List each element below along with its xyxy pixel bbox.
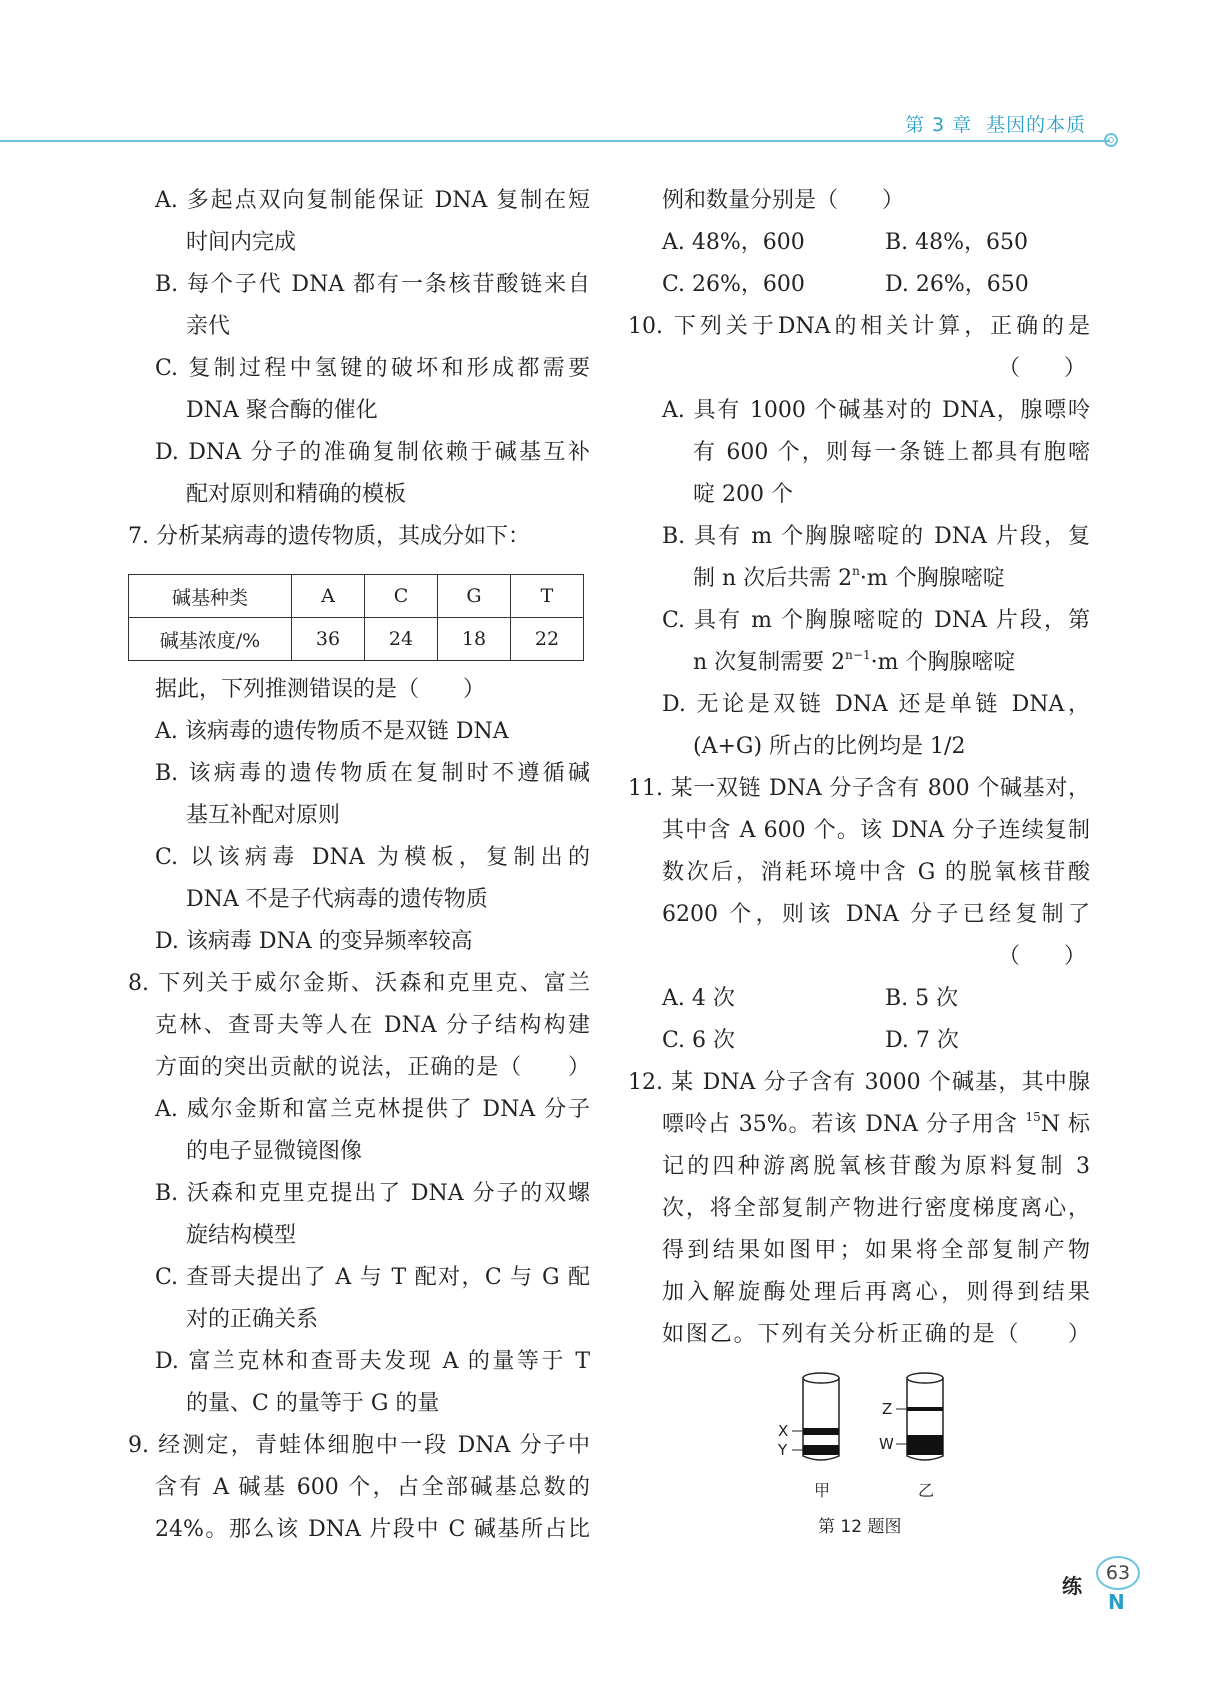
- band-w: [907, 1435, 943, 1455]
- tube-yi: [896, 1373, 943, 1460]
- figure-caption: 第 12 题图: [818, 1517, 902, 1537]
- q9-option-d: D. 26%，650: [885, 272, 1029, 297]
- q10-option-d-line1: D. 无论是双链 DNA 还是单链 DNA，: [662, 692, 1090, 717]
- table-cell: 碱基种类: [129, 575, 292, 618]
- q6-option-a-line2: 时间内完成: [186, 230, 297, 255]
- q7-option-b-line1: B. 该病毒的遗传物质在复制时不遵循碱: [155, 761, 590, 786]
- q7-option-b-line2: 基互补配对原则: [186, 803, 341, 828]
- q12-text-post: N 标: [1040, 1112, 1090, 1137]
- q11-option-a: A. 4 次: [662, 986, 735, 1011]
- q11-stem-line4: 6200 个，则该 DNA 分子已经复制了: [662, 902, 1090, 927]
- q10-b-text-pre: 制 n 次后共需 2: [693, 566, 853, 591]
- q12-stem-line7: 如图乙。下列有关分析正确的是（ ）: [662, 1322, 1090, 1347]
- q8-option-a-line2: 的电子显微镜图像: [186, 1139, 363, 1164]
- q12-stem-line4: 次，将全部复制产物进行密度梯度离心，: [662, 1196, 1090, 1221]
- q10-option-b-line2: [628, 558, 1090, 600]
- label-w: W: [879, 1435, 894, 1453]
- q12-stem-line2: [628, 1104, 1090, 1146]
- table-cell: 24: [365, 618, 438, 661]
- q7-base-table: [128, 574, 584, 661]
- q11-option-b: B. 5 次: [885, 986, 959, 1011]
- q10-c-exponent: n−1: [845, 647, 871, 662]
- q11-stem-line1: 11. 某一双链 DNA 分子含有 800 个碱基对，: [628, 776, 1090, 801]
- q7-question: 据此，下列推测错误的是（ ）: [155, 677, 486, 702]
- q8-option-b-line2: 旋结构模型: [186, 1223, 297, 1248]
- q11-answer-paren: （ ）: [997, 944, 1086, 969]
- q6-option-c-line1: C. 复制过程中氢键的破坏和形成都需要: [155, 356, 590, 381]
- q10-b-text-post: ·m 个胸腺嘧啶: [859, 566, 1005, 591]
- q8-stem: [128, 963, 590, 1089]
- q8-options: [128, 1089, 590, 1425]
- q11-options-row2: [628, 1020, 1090, 1062]
- q11-option-c: C. 6 次: [662, 1028, 736, 1053]
- q6-option-b-line1: B. 每个子代 DNA 都有一条核苷酸链来自: [155, 272, 590, 297]
- q8-option-c-line2: 对的正确关系: [186, 1307, 319, 1332]
- q11-options-row1: [628, 978, 1090, 1020]
- table-cell: 22: [511, 618, 584, 661]
- q7-stem: 7. 分析某病毒的遗传物质，其成分如下：: [128, 524, 530, 549]
- table-row: [129, 618, 584, 661]
- chapter-title: 基因的本质: [986, 114, 1087, 136]
- q10-option-d-line2: (A+G) 所占的比例均是 1/2: [693, 734, 966, 759]
- table-row: [129, 575, 584, 618]
- label-x: X: [778, 1422, 789, 1440]
- q10-c-text-post: ·m 个胸腺嘧啶: [870, 650, 1016, 675]
- q6-option-c-line2: DNA 聚合酶的催化: [186, 398, 378, 423]
- q12-isotope-mass: 15: [1025, 1109, 1041, 1124]
- label-y: Y: [778, 1441, 788, 1459]
- band-x: [803, 1428, 839, 1435]
- table-cell: 18: [438, 618, 511, 661]
- q12-stem-line1: 12. 某 DNA 分子含有 3000 个碱基，其中腺: [628, 1070, 1090, 1095]
- section-label: 练: [1062, 1574, 1082, 1598]
- q6-option-b-line2: 亲代: [186, 314, 231, 339]
- q10-option-a-line1: A. 具有 1000 个碱基对的 DNA，腺嘌呤: [662, 398, 1090, 423]
- tube-name-jia: 甲: [814, 1481, 831, 1500]
- q10-option-c-line2: [628, 642, 1090, 684]
- q12-text-pre: 嘌呤占 35%。若该 DNA 分子用含: [662, 1112, 1026, 1137]
- q9-stem-cont: 例和数量分别是（ ）: [662, 188, 905, 213]
- q7-options: [128, 711, 590, 963]
- q8-stem-line1: 8. 下列关于威尔金斯、沃森和克里克、富兰: [128, 971, 590, 996]
- n-logo-icon: N: [1108, 1590, 1125, 1614]
- tube-name-yi: 乙: [918, 1481, 935, 1500]
- q9-stem: [128, 1425, 590, 1551]
- q9-options-row2: [628, 264, 1090, 306]
- q8-option-d-line2: 的量、C 的量等于 G 的量: [186, 1391, 440, 1416]
- q8-stem-line2: 克林、查哥夫等人在 DNA 分子结构构建: [155, 1013, 590, 1038]
- label-z: Z: [882, 1400, 893, 1418]
- q12-stem-line6: 加入解旋酶处理后再离心，则得到结果: [662, 1280, 1090, 1305]
- q7-option-c-line1: C. 以该病毒 DNA 为模板，复制出的: [155, 845, 590, 870]
- q9-option-c: C. 26%，600: [662, 272, 805, 297]
- table-cell: T: [511, 575, 584, 618]
- q7-option-a: A. 该病毒的遗传物质不是双链 DNA: [155, 719, 509, 744]
- q9-stem-line3: 24%。那么该 DNA 片段中 C 碱基所占比: [155, 1517, 590, 1542]
- q10-c-text-pre: n 次复制需要 2: [693, 650, 846, 675]
- left-column: [128, 180, 590, 1551]
- q11-option-d: D. 7 次: [885, 1028, 959, 1053]
- q9-stem-line1: 9. 经测定，青蛙体细胞中一段 DNA 分子中: [128, 1433, 590, 1458]
- q9-option-a: A. 48%，600: [662, 230, 805, 255]
- q10-b-exponent: n: [852, 563, 860, 578]
- chapter-header: [905, 110, 1086, 137]
- q10-option-a-line2: 有 600 个，则每一条链上都具有胞嘧: [693, 440, 1090, 465]
- q7-option-d: D. 该病毒 DNA 的变异频率较高: [155, 929, 473, 954]
- q8-stem-line3: 方面的突出贡献的说法，正确的是（ ）: [155, 1055, 590, 1080]
- q8-option-a-line1: A. 威尔金斯和富兰克林提供了 DNA 分子: [155, 1097, 590, 1122]
- page-number: 63: [1096, 1556, 1140, 1590]
- q8-option-b-line1: B. 沃森和克里克提出了 DNA 分子的双螺: [155, 1181, 590, 1206]
- tube-jia: [792, 1373, 839, 1460]
- band-y: [803, 1445, 839, 1455]
- q7-option-c-line2: DNA 不是子代病毒的遗传物质: [186, 887, 488, 912]
- centrifuge-tubes-diagram: [628, 1360, 1090, 1510]
- q11-stem-line2: 其中含 A 600 个。该 DNA 分子连续复制: [662, 818, 1090, 843]
- header-rule: [0, 140, 1110, 142]
- table-cell: 碱基浓度/%: [129, 618, 292, 661]
- q10-option-b-line1: B. 具有 m 个胸腺嘧啶的 DNA 片段，复: [662, 524, 1090, 549]
- q10-option-a-line3: 啶 200 个: [693, 482, 793, 507]
- q11-stem-line3: 数次后，消耗环境中含 G 的脱氧核苷酸: [662, 860, 1090, 885]
- q6-option-d-line2: 配对原则和精确的模板: [186, 482, 407, 507]
- table-cell: 36: [292, 618, 365, 661]
- q8-option-c-line1: C. 查哥夫提出了 A 与 T 配对，C 与 G 配: [155, 1265, 590, 1290]
- q10-stem: 10. 下列关于DNA的相关计算，正确的是: [628, 314, 1090, 339]
- q12-stem-line5: 得到结果如图甲；如果将全部复制产物: [662, 1238, 1090, 1263]
- band-z: [907, 1407, 943, 1411]
- header-ring-ornament: [1104, 133, 1118, 147]
- q8-option-d-line1: D. 富兰克林和查哥夫发现 A 的量等于 T: [155, 1349, 590, 1374]
- table-cell: G: [438, 575, 511, 618]
- q6-option-d-line1: D. DNA 分子的准确复制依赖于碱基互补: [155, 440, 590, 465]
- q12-stem-line3: 记的四种游离脱氧核苷酸为原料复制 3: [662, 1154, 1090, 1179]
- q6-options: [128, 180, 590, 516]
- q9-option-b: B. 48%，650: [885, 230, 1029, 255]
- q6-option-a-line1: A. 多起点双向复制能保证 DNA 复制在短: [155, 188, 590, 213]
- q12-figure: [628, 1360, 1090, 1550]
- q10-answer-paren: （ ）: [997, 356, 1086, 381]
- right-column: [628, 180, 1090, 1550]
- table-cell: C: [365, 575, 438, 618]
- q9-options-row1: [628, 222, 1090, 264]
- chapter-number: 第 3 章: [905, 114, 973, 136]
- q10-option-c-line1: C. 具有 m 个胸腺嘧啶的 DNA 片段，第: [662, 608, 1090, 633]
- q9-stem-line2: 含有 A 碱基 600 个，占全部碱基总数的: [155, 1475, 590, 1500]
- table-cell: A: [292, 575, 365, 618]
